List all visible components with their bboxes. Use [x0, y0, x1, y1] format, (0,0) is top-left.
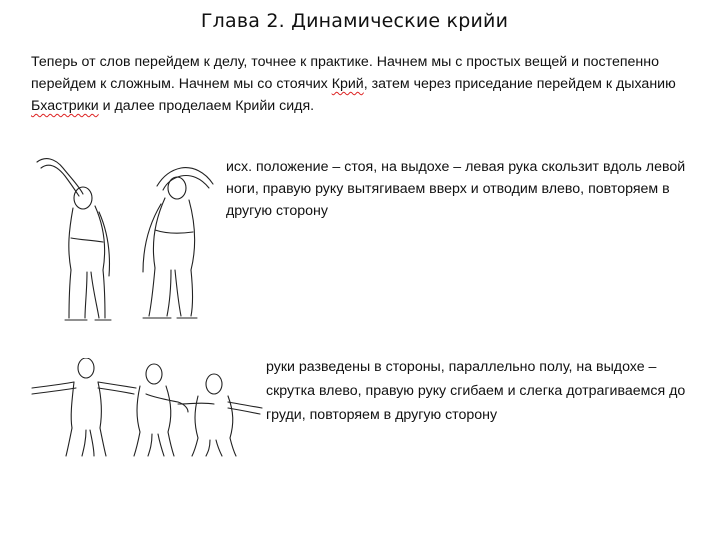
twist-figure-3 [178, 374, 262, 456]
intro-paragraph [31, 51, 691, 117]
intro-text-3: и далее проделаем Крийи сидя. [98, 98, 315, 114]
chapter-title: Глава 2. Динамические крийи [200, 10, 509, 32]
intro-text-2: , затем через приседание перейдем к дыханию [363, 76, 676, 92]
side-bend-figure-left [37, 159, 111, 320]
twist-figure-1 [32, 358, 136, 456]
exercise-1-description: исх. положение – стоя, на выдохе – левая рука скользит вдоль левой ноги, правую руку вытягиваем вверх и отводим влево, повторяем в другую сторону [226, 159, 686, 219]
twist-illustration [28, 358, 268, 458]
exercise-2-description: руки разведены в стороны, параллельно полу, на выдохе – скрутка влево, правую руку сгибаем и слегка дотрагиваемся до груди, повторяем в другую сторону [266, 359, 686, 423]
side-bend-figure-right [143, 168, 213, 318]
term-bhastrika: Бхастрики [31, 98, 99, 114]
intro-text-1: Теперь от слов перейдем к делу, точнее к практике. Начнем мы с простых вещей и постепенно перейдем к сложным. Начнем мы со стоячих [31, 54, 659, 92]
term-kriy: Крий [331, 76, 364, 92]
twist-figure-2 [134, 364, 188, 456]
side-bend-illustration [25, 150, 220, 325]
